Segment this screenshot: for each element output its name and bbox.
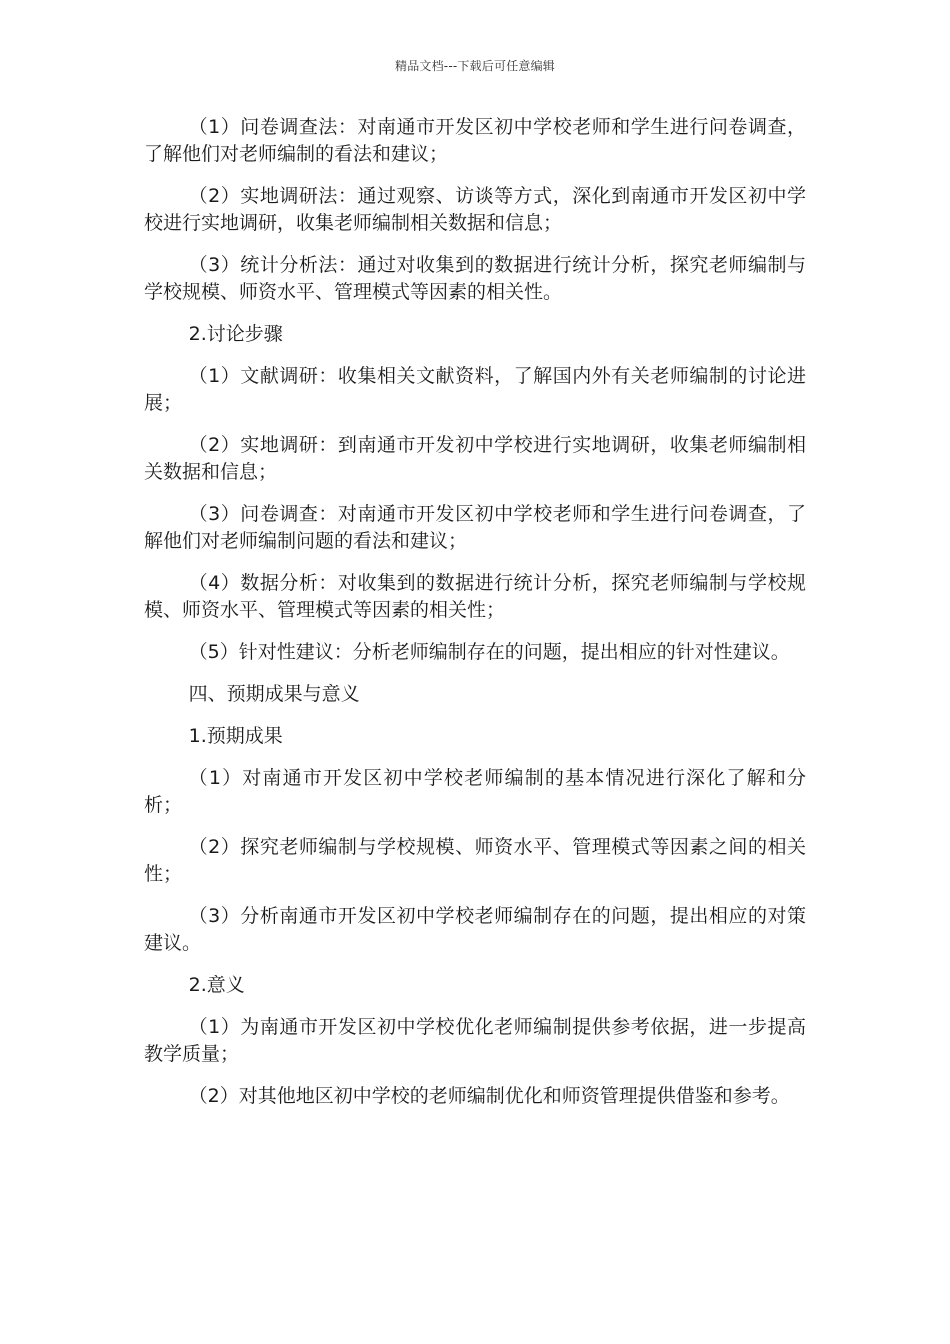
paragraph-step-fieldwork: （2）实地调研：到南通市开发初中学校进行实地调研，收集老师编制相关数据和信息；	[144, 434, 806, 483]
paragraph-significance-2: （2）对其他地区初中学校的老师编制优化和师资管理提供借鉴和参考。	[188, 1085, 790, 1107]
paragraph-step-suggestions: （5）针对性建议：分析老师编制存在的问题，提出相应的针对性建议。	[188, 641, 790, 663]
paragraph-method-fieldwork: （2）实地调研法：通过观察、访谈等方式，深化到南通市开发区初中学校进行实地调研，收集老师编制相关数据和信息；	[144, 185, 806, 234]
subsection-heading-expected-results: 1.预期成果	[188, 725, 283, 747]
paragraph-significance-1: （1）为南通市开发区初中学校优化老师编制提供参考依据，进一步提高教学质量；	[144, 1016, 806, 1065]
page-header: 精品文档---下载后可任意编辑	[395, 59, 555, 73]
paragraph-result-3: （3）分析南通市开发区初中学校老师编制存在的问题，提出相应的对策建议。	[144, 905, 806, 954]
paragraph-step-literature: （1）文献调研：收集相关文献资料，了解国内外有关老师编制的讨论进展；	[144, 365, 806, 414]
paragraph-result-2: （2）探究老师编制与学校规模、师资水平、管理模式等因素之间的相关性；	[144, 836, 806, 885]
paragraph-step-analysis: （4）数据分析：对收集到的数据进行统计分析，探究老师编制与学校规模、师资水平、管理模式等因素的相关性；	[144, 572, 806, 621]
document-body	[144, 114, 806, 1125]
paragraph-method-statistics: （3）统计分析法：通过对收集到的数据进行统计分析，探究老师编制与学校规模、师资水平、管理模式等因素的相关性。	[144, 254, 806, 303]
section-heading-outcomes: 四、预期成果与意义	[188, 683, 360, 705]
paragraph-method-questionnaire: （1）问卷调查法：对南通市开发区初中学校老师和学生进行问卷调查，了解他们对老师编制的看法和建议；	[144, 116, 806, 165]
section-heading-steps: 2.讨论步骤	[188, 323, 283, 345]
paragraph-result-1: （1）对南通市开发区初中学校老师编制的基本情况进行深化了解和分析；	[144, 767, 806, 816]
subsection-heading-significance: 2.意义	[188, 974, 245, 996]
paragraph-step-questionnaire: （3）问卷调查：对南通市开发区初中学校老师和学生进行问卷调查，了解他们对老师编制问题的看法和建议；	[144, 503, 806, 552]
